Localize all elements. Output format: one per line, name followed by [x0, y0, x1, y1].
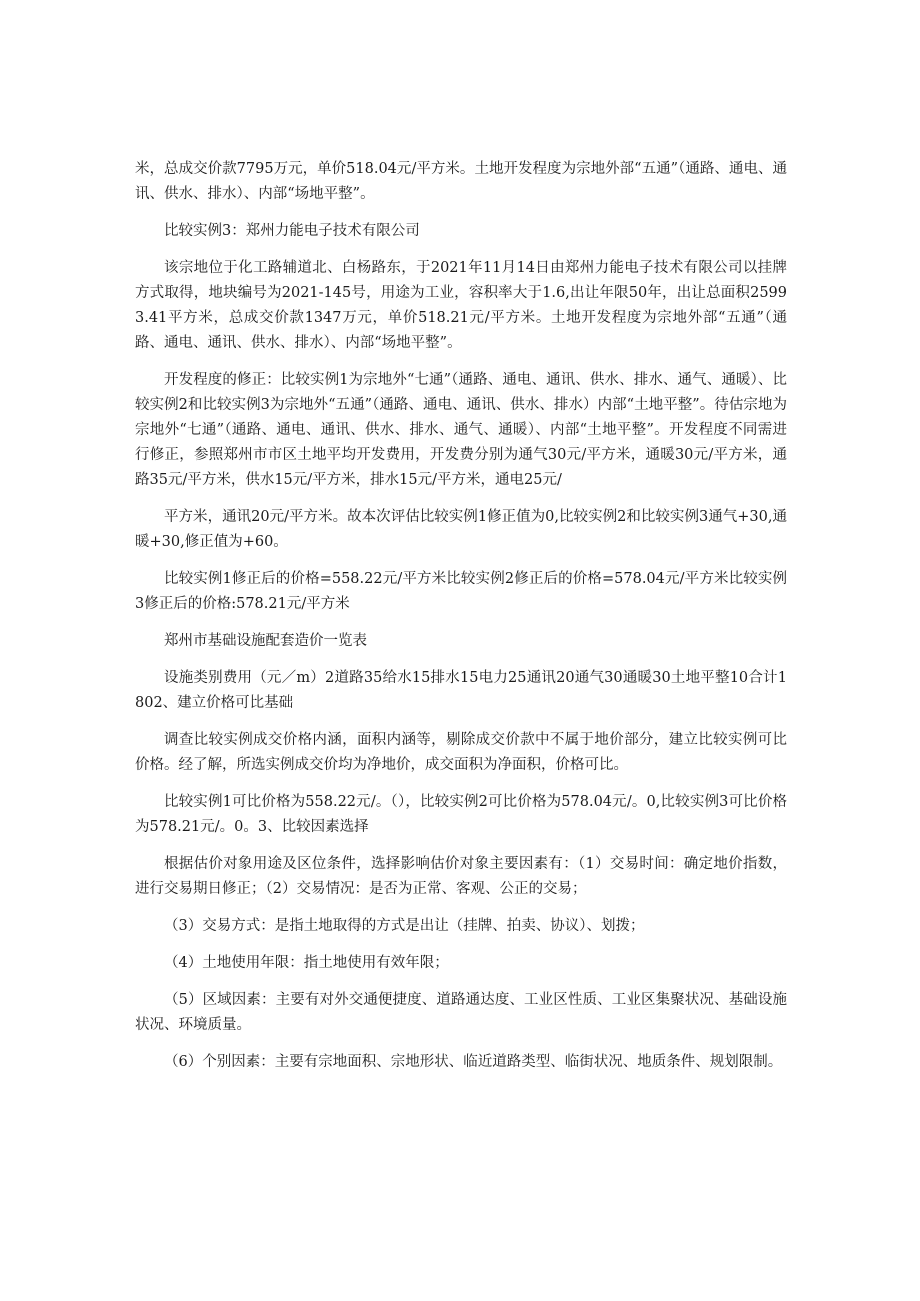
- list-item-individual-factors: （6）个别因素：主要有宗地面积、宗地形状、临近道路类型、临街状况、地质条件、规划限制。: [164, 1054, 783, 1070]
- list-item-land-use-term: （4）土地使用年限：指土地使用有效年限；: [164, 955, 449, 971]
- heading-comparable-3: 比较实例3：郑州力能电子技术有限公司: [164, 223, 420, 239]
- paragraph-continued-transaction-2: 米，总成交价款7795万元，单价518.04元/平方米。土地开发程度为宗地外部“五通”（通路、通电、通讯、供水、排水）、内部“场地平整”。: [135, 161, 787, 202]
- paragraph-comparable-prices: 比较实例1可比价格为558.22元/。（），比较实例2可比价格为578.04元/。0,比较实例3可比价格为578.21元/。0。3、比较因素选择: [135, 794, 787, 835]
- paragraph-comparable-3-details: 该宗地位于化工路辅道北、白杨路东，于2021年11月14日由郑州力能电子技术有限公司以挂牌方式取得，地块编号为2021-145号，用途为工业，容积率大于1.6,出让年限50年，出让总面积25993.41平方米，总成交价款1347万元，单价518.21元/平方米。土地开发程度为宗地外部“五通”（通路、通电、通讯、供水、排水）、内部“场地平整”。: [135, 260, 787, 351]
- list-item-transaction-method: （3）交易方式：是指土地取得的方式是出让（挂牌、拍卖、协议）、划拨；: [164, 918, 645, 934]
- paragraph-infrastructure-costs: 设施类别费用（元／m）2道路35给水15排水15电力25通讯20通气30通暖30土地平整10合计1802、建立价格可比基础: [135, 670, 787, 711]
- paragraph-factor-selection: 根据估价对象用途及区位条件，选择影响估价对象主要因素有：（1）交易时间：确定地价指数，进行交易期日修正；（2）交易情况：是否为正常、客观、公正的交易；: [135, 856, 787, 897]
- heading-infrastructure-cost-table: 郑州市基础设施配套造价一览表: [164, 633, 367, 649]
- list-item-regional-factors: （5）区域因素：主要有对外交通便捷度、道路通达度、工业区性质、工业区集聚状况、基础设施状况、环境质量。: [135, 992, 787, 1033]
- paragraph-correction-values: 平方米，通讯20元/平方米。故本次评估比较实例1修正值为0,比较实例2和比较实例3通气+30,通暖+30,修正值为+60。: [135, 509, 787, 550]
- paragraph-development-correction: 开发程度的修正：比较实例1为宗地外“七通”（通路、通电、通讯、供水、排水、通气、通暖）、比较实例2和比较实例3为宗地外“五通”（通路、通电、通讯、供水、排水）内部“土地平整”。待估宗地为宗地外“七通”（通路、通电、通讯、供水、排水、通气、通暖）、内部“土地平整”。开发程度不同需进行修正，参照郑州市市区土地平均开发费用，开发费分别为通气30元/平方米，通暖30元/平方米，通路35元/平方米，供水15元/平方米，排水15元/平方米，通电25元/: [135, 372, 787, 488]
- document-body: [135, 157, 787, 1087]
- paragraph-comparable-basis: 调查比较实例成交价格内涵，面积内涵等，剔除成交价款中不属于地价部分，建立比较实例可比价格。经了解，所选实例成交价均为净地价，成交面积为净面积，价格可比。: [135, 732, 787, 773]
- paragraph-corrected-prices: 比较实例1修正后的价格=558.22元/平方米比较实例2修正后的价格=578.04元/平方米比较实例3修正后的价格:578.21元/平方米: [135, 571, 787, 612]
